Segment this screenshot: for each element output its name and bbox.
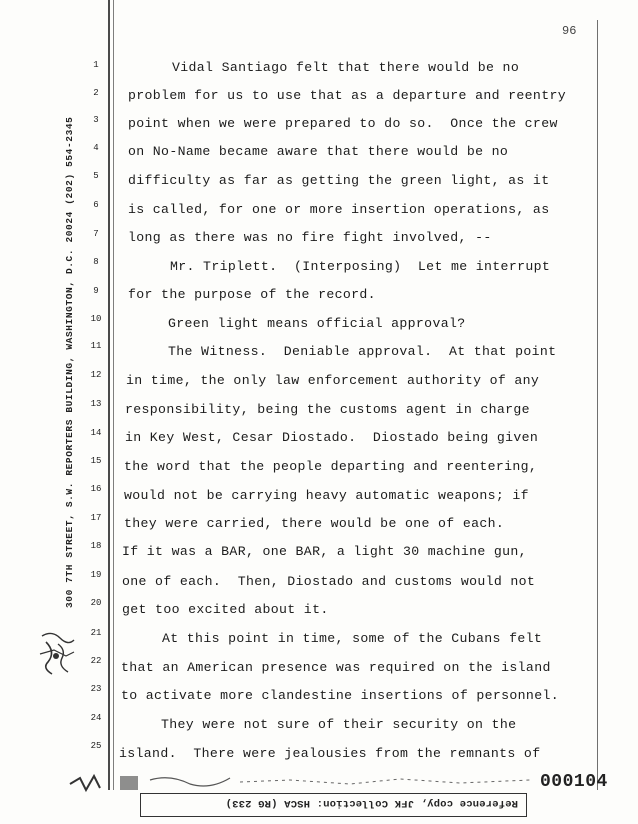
transcript-line: island. There were jealousies from the remnants of — [119, 746, 541, 761]
transcript-line: The Witness. Deniable approval. At that point — [168, 344, 557, 359]
line-number: 9 — [93, 286, 99, 296]
transcript-line: point when we were prepared to do so. Once the crew — [128, 116, 558, 131]
transcript-line: in Key West, Cesar Diostado. Diostado being given — [125, 430, 539, 445]
line-number: 17 — [90, 513, 102, 523]
transcript-line: Mr. Triplett. (Interposing) Let me interrupt — [170, 259, 551, 274]
document-number: 000104 — [540, 772, 608, 792]
line-number: 13 — [90, 399, 102, 409]
line-number: 14 — [90, 428, 102, 438]
seal-stamp — [36, 628, 78, 680]
transcript-line: they were carried, there would be one of each. — [124, 516, 505, 531]
page-number: 96 — [562, 24, 577, 38]
transcript-line: that an American presence was required on the island — [121, 660, 551, 675]
transcript-line: on No-Name became aware that there would be no — [128, 144, 509, 159]
left-margin-rule-inner — [113, 0, 114, 790]
transcript-line: If it was a BAR, one BAR, a light 30 machine gun, — [122, 544, 527, 559]
transcript-line: one of each. Then, Diostado and customs would not — [122, 574, 536, 589]
reporter-address: 300 7TH STREET, S.W. REPORTERS BUILDING, WASHINGTON, D.C. 20024 (202) 554-2345 — [64, 116, 75, 608]
line-number: 4 — [93, 143, 99, 153]
line-number: 25 — [90, 741, 102, 751]
line-number: 18 — [90, 541, 102, 551]
line-number: 15 — [90, 456, 102, 466]
line-number: 2 — [93, 88, 99, 98]
transcript-line: responsibility, being the customs agent in charge — [125, 402, 530, 417]
line-number: 1 — [93, 60, 99, 70]
transcript-line: At this point in time, some of the Cubans felt — [162, 631, 543, 646]
transcript-line: get too excited about it. — [122, 602, 329, 617]
transcript-line: They were not sure of their security on the — [161, 717, 517, 732]
line-number: 8 — [93, 257, 99, 267]
transcript-line: in time, the only law enforcement authority of any — [126, 373, 540, 388]
line-number: 21 — [90, 628, 102, 638]
line-number: 19 — [90, 570, 102, 580]
line-number: 20 — [90, 598, 102, 608]
line-number: 5 — [93, 171, 99, 181]
line-number: 22 — [90, 656, 102, 666]
line-number: 16 — [90, 484, 102, 494]
line-number: 12 — [90, 370, 102, 380]
transcript-line: is called, for one or more insertion operations, as — [128, 202, 550, 217]
transcript-line: for the purpose of the record. — [128, 287, 376, 302]
transcript-line: long as there was no fire fight involved, -- — [128, 230, 492, 245]
line-number: 3 — [93, 115, 99, 125]
line-number: 23 — [90, 684, 102, 694]
transcript-line: Vidal Santiago felt that there would be no — [172, 60, 520, 75]
transcript-line: to activate more clandestine insertions of personnel. — [121, 688, 559, 703]
transcript-line: problem for us to use that as a departure and reentry — [128, 88, 566, 103]
left-margin-rule — [108, 0, 110, 790]
line-number: 7 — [93, 229, 99, 239]
transcript-line: Green light means official approval? — [168, 316, 466, 331]
transcript-line: difficulty as far as getting the green light, as it — [128, 173, 550, 188]
footer-reference: Reference copy, JFK Collection: HSCA (RG 233) — [225, 797, 518, 809]
right-margin-rule — [597, 20, 598, 790]
line-number: 6 — [93, 200, 99, 210]
line-number: 24 — [90, 713, 102, 723]
transcript-line: the word that the people departing and reentering, — [124, 459, 538, 474]
transcript-line: would not be carrying heavy automatic weapons; if — [124, 488, 529, 503]
line-number: 10 — [90, 314, 102, 324]
line-number: 11 — [90, 341, 102, 351]
